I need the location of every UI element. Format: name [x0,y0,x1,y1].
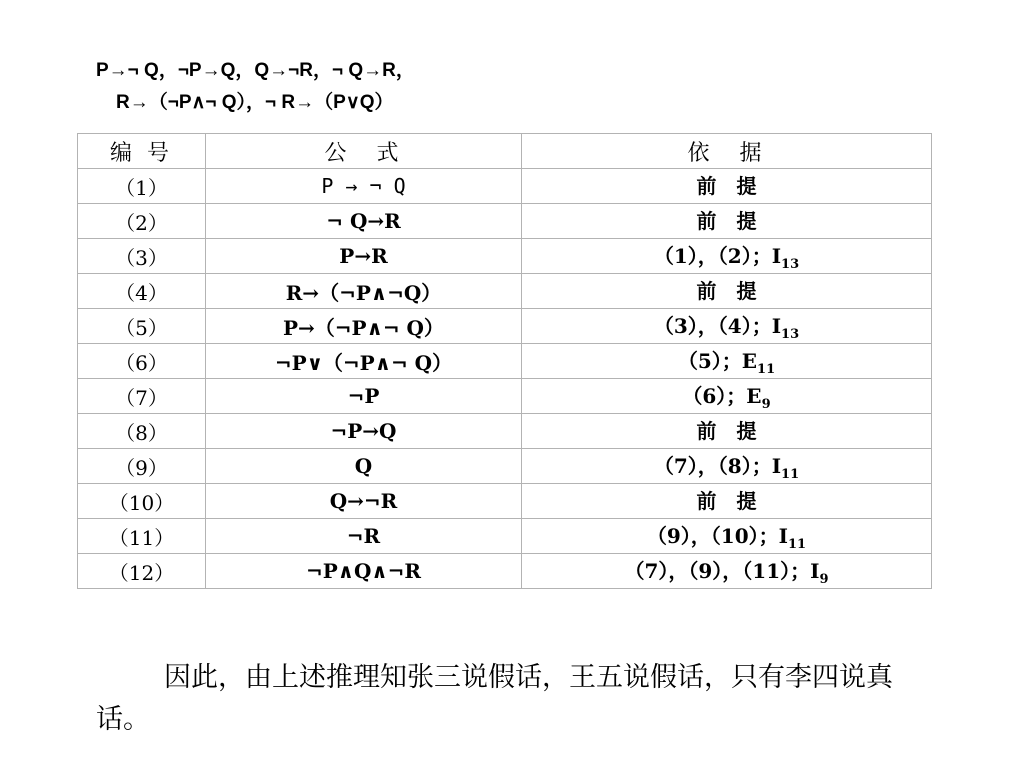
step-number: （10） [78,484,206,519]
step-formula: P→R [206,239,522,274]
step-number: （2） [78,204,206,239]
step-basis [522,309,932,344]
step-number: （3） [78,239,206,274]
premises-line-2: R→（¬P∧¬ Q），¬ R→（P∨Q） [116,92,394,113]
basis-subscript: 11 [757,362,776,377]
basis-text: 前 提 [696,174,757,198]
table-row [78,414,932,449]
table-row [78,379,932,414]
basis-text: （9），（10）；I [646,524,788,548]
table-row [78,274,932,309]
step-number: （12） [78,554,206,589]
step-formula: R→（¬P∧¬Q） [206,274,522,309]
step-formula: Q [206,449,522,484]
basis-text: 前 提 [696,489,757,513]
header-formula: 公 式 [206,134,522,169]
step-number: （4） [78,274,206,309]
basis-subscript: 11 [781,467,800,482]
proof-table [77,133,932,589]
step-formula: P→（¬P∧¬ Q） [206,309,522,344]
table-row [78,344,932,379]
basis-text: （6）；E [682,384,762,408]
basis-text: 前 提 [696,419,757,443]
step-basis [522,239,932,274]
step-formula: P → ¬ Q [206,169,522,204]
basis-text: （5）；E [677,349,758,373]
table-row [78,484,932,519]
premises-block [96,55,415,119]
table-row [78,554,932,589]
step-basis [522,554,932,589]
premises-line-1: P→¬ Q，¬P→Q，Q→¬R，¬ Q→R， [96,60,415,81]
conclusion-text: 因此，由上述推理知张三说假话，王五说假话，只有李四说真话。 [96,662,893,735]
step-number: （1） [78,169,206,204]
step-basis [522,379,932,414]
table-row [78,204,932,239]
basis-subscript: 9 [819,572,829,587]
header-number: 编 号 [78,134,206,169]
step-basis [522,344,932,379]
basis-subscript: 13 [781,327,800,342]
step-basis [522,414,932,449]
step-formula: ¬P→Q [206,414,522,449]
table-row [78,169,932,204]
table-row [78,449,932,484]
step-basis [522,519,932,554]
step-basis [522,204,932,239]
table-row [78,239,932,274]
table-row [78,519,932,554]
step-formula: ¬P∧Q∧¬R [206,554,522,589]
basis-subscript: 13 [781,257,800,272]
basis-subscript: 9 [761,397,771,412]
basis-text: （7），（8）；I [653,454,782,478]
basis-text: 前 提 [696,279,757,303]
step-number: （11） [78,519,206,554]
step-number: （9） [78,449,206,484]
basis-text: 前 提 [696,209,757,233]
basis-text: （7），（9），（11）；I [624,559,820,583]
step-basis [522,274,932,309]
table-row [78,309,932,344]
basis-subscript: 11 [788,537,807,552]
header-basis: 依 据 [522,134,932,169]
table-header-row [78,134,932,169]
step-formula: Q→¬R [206,484,522,519]
step-number: （5） [78,309,206,344]
step-basis [522,449,932,484]
step-number: （8） [78,414,206,449]
step-number: （7） [78,379,206,414]
step-basis [522,484,932,519]
basis-text: （3），（4）；I [653,314,782,338]
step-formula: ¬P [206,379,522,414]
step-basis [522,169,932,204]
step-number: （6） [78,344,206,379]
basis-text: （1），（2）；I [653,244,782,268]
step-formula: ¬P∨（¬P∧¬ Q） [206,344,522,379]
step-formula: ¬ Q→R [206,204,522,239]
step-formula: ¬R [206,519,522,554]
